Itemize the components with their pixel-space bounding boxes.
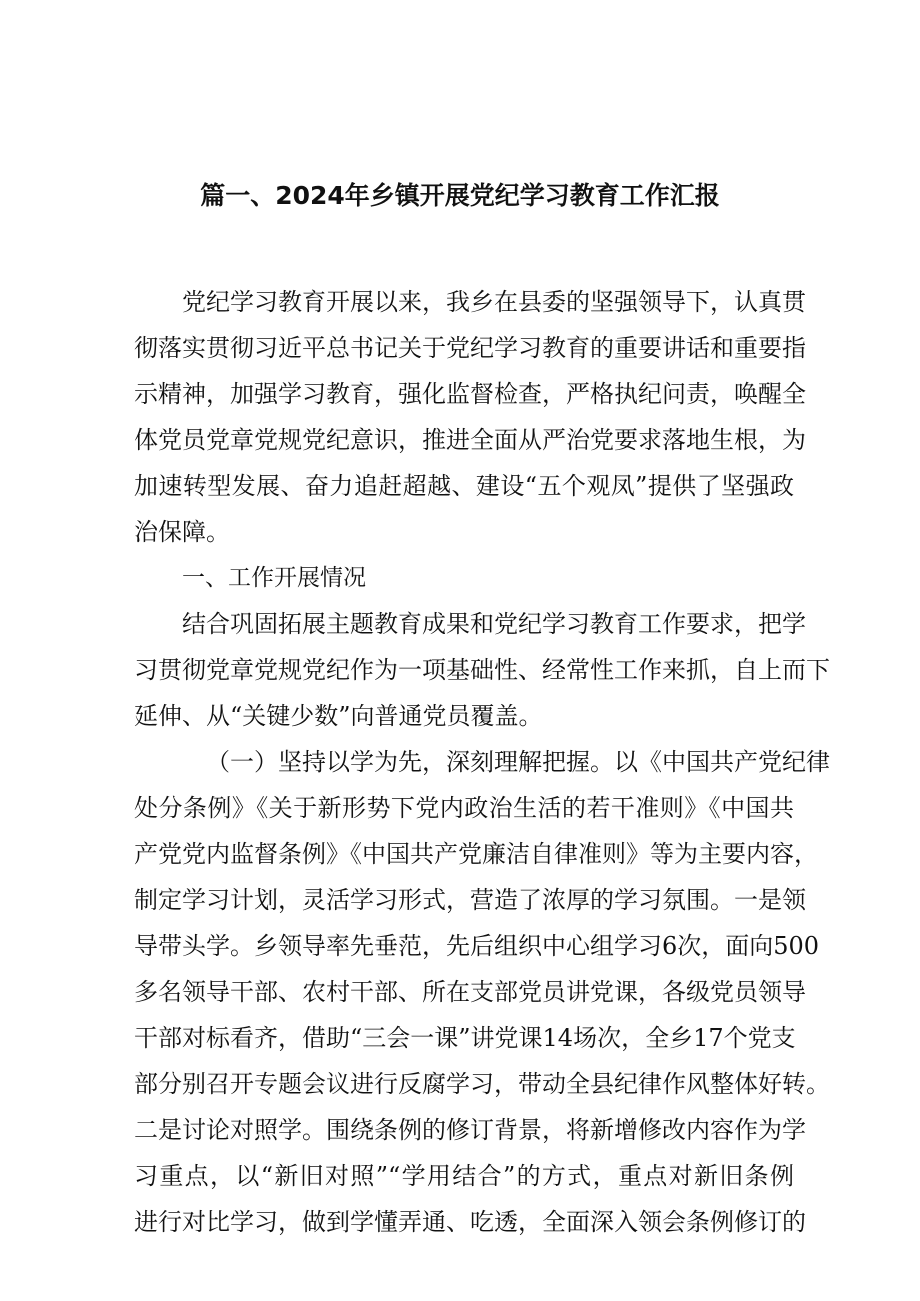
paragraph-line: 体党员党章党规党纪意识，推进全面从严治党要求落地生根，为 bbox=[134, 426, 806, 454]
paragraph-line: 多名领导干部、农村干部、所在支部党员讲党课，各级党员领导 bbox=[134, 978, 806, 1006]
paragraph-line: 习重点，以“新旧对照”“学用结合”的方式，重点对新旧条例 bbox=[134, 1162, 794, 1190]
paragraph-line: 党纪学习教育开展以来，我乡在县委的坚强领导下，认真贯 bbox=[182, 288, 806, 316]
paragraph-line: 进行对比学习，做到学懂弄通、吃透，全面深入领会条例修订的 bbox=[134, 1208, 806, 1236]
paragraph-line: 导带头学。乡领导率先垂范，先后组织中心组学习6次，面向500 bbox=[134, 932, 820, 960]
paragraph-line: 治保障。 bbox=[134, 518, 230, 546]
paragraph-line: 部分别召开专题会议进行反腐学习，带动全县纪律作风整体好转。 bbox=[134, 1070, 830, 1098]
paragraph-line: 加速转型发展、奋力追赶超越、建设“五个观凤”提供了坚强政 bbox=[134, 472, 794, 500]
paragraph-line: 习贯彻党章党规党纪作为一项基础性、经常性工作来抓，自上而下 bbox=[134, 656, 830, 684]
paragraph-line: 处分条例》《关于新形势下党内政治生活的若干准则》《中国共 bbox=[134, 794, 794, 822]
paragraph-line: 结合巩固拓展主题教育成果和党纪学习教育工作要求，把学 bbox=[182, 610, 806, 638]
paragraph-line: 产党党内监督条例》《中国共产党廉洁自律准则》等为主要内容， bbox=[134, 840, 818, 868]
paragraph-line: 延伸、从“关键少数”向普通党员覆盖。 bbox=[134, 702, 543, 730]
paragraph-line: 二是讨论对照学。围绕条例的修订背景，将新增修改内容作为学 bbox=[134, 1116, 806, 1144]
paragraph-line: 示精神，加强学习教育，强化监督检查，严格执纪问责，唤醒全 bbox=[134, 380, 806, 408]
document-title: 篇一、2024年乡镇开展党纪学习教育工作汇报 bbox=[200, 181, 720, 210]
document-body bbox=[134, 279, 830, 1245]
paragraph-line: 彻落实贯彻习近平总书记关于党纪学习教育的重要讲话和重要指 bbox=[134, 334, 806, 362]
paragraph-line: 制定学习计划，灵活学习形式，营造了浓厚的学习氛围。一是领 bbox=[134, 886, 806, 914]
paragraph-line: （一）坚持以学为先，深刻理解把握。以《中国共产党纪律 bbox=[206, 748, 830, 776]
section-heading: 一、工作开展情况 bbox=[182, 565, 366, 591]
paragraph-line: 干部对标看齐，借助“三会一课”讲党课14场次，全乡17个党支 bbox=[134, 1024, 796, 1052]
